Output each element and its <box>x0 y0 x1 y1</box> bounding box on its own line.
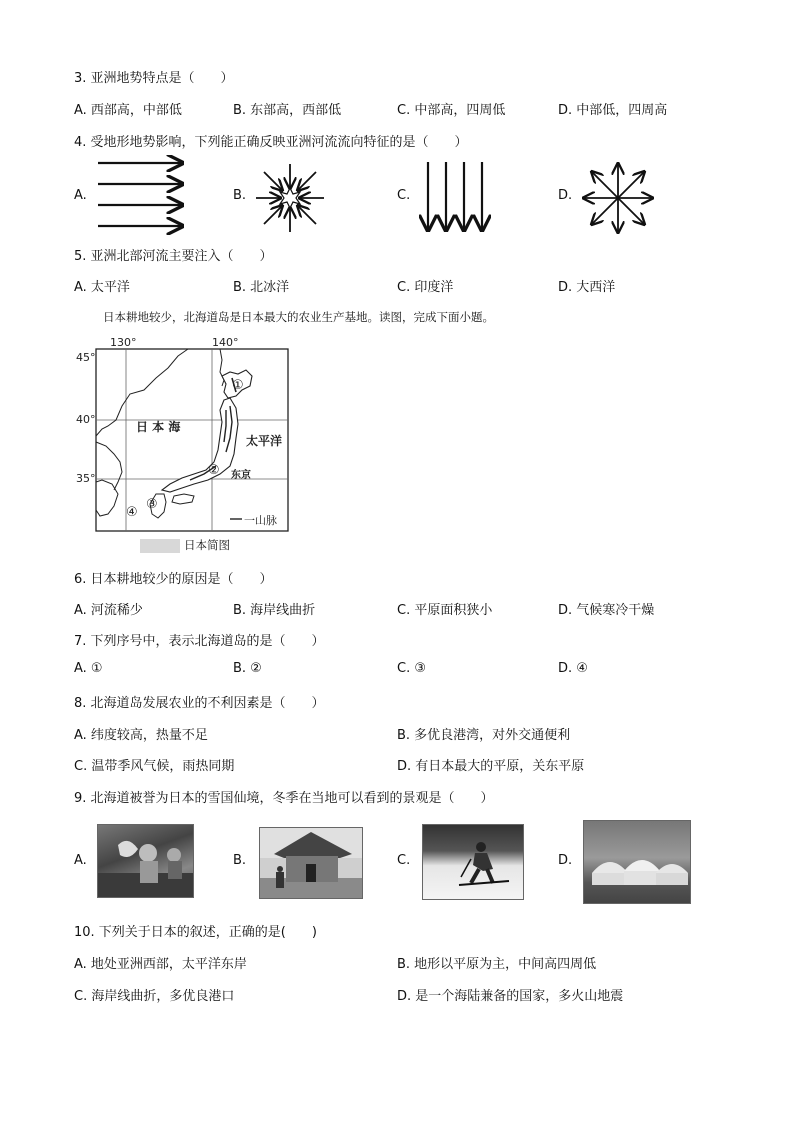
map-caption: 日本简图 <box>184 538 230 552</box>
q8-option-c[interactable]: C. 温带季风气候，雨热同期 <box>74 759 235 774</box>
photo-skier[interactable] <box>422 824 524 900</box>
lat-40-label: 40° <box>76 413 96 426</box>
q6-stem: 6. 日本耕地较少的原因是（ ） <box>74 572 273 587</box>
reading-intro: 日本耕地较少，北海道岛是日本最大的农业生产基地。读图，完成下面小题。 <box>103 310 494 324</box>
q9-label-a[interactable]: A. <box>74 853 87 868</box>
q4-label-c[interactable]: C. <box>397 188 411 203</box>
pacific-ocean-label: 太平洋 <box>246 434 283 448</box>
q7-option-b[interactable]: B. ② <box>233 661 262 676</box>
lat-45-label: 45° <box>76 351 96 364</box>
sea-of-japan-label: 日 本 海 <box>136 420 181 434</box>
q7-stem: 7. 下列序号中，表示北海道岛的是（ ） <box>74 634 325 649</box>
q3-option-d[interactable]: D. 中部低，四周高 <box>558 103 668 118</box>
q10-option-c[interactable]: C. 海岸线曲折，多优良港口 <box>74 989 235 1004</box>
q4-label-d[interactable]: D. <box>558 188 573 203</box>
q8-stem: 8. 北海道岛发展农业的不利因素是（ ） <box>74 696 325 711</box>
legend-mountain-label: 一山脉 <box>244 514 277 527</box>
q10-option-a[interactable]: A. 地处亚洲西部，太平洋东岸 <box>74 957 247 972</box>
photo-water-splash[interactable] <box>97 824 194 898</box>
q9-label-c[interactable]: C. <box>397 853 411 868</box>
q5-option-a[interactable]: A. 太平洋 <box>74 280 130 295</box>
parallel-horizontal-arrows-icon <box>96 155 188 237</box>
q4-stem: 4. 受地形地势影响，下列能正确反映亚洲河流流向特征的是（ ） <box>74 135 468 150</box>
q7-option-d[interactable]: D. ④ <box>558 661 588 676</box>
q6-option-d[interactable]: D. 气候寒冷干燥 <box>558 603 655 618</box>
caption-blur <box>140 539 180 553</box>
q8-option-b[interactable]: B. 多优良港湾，对外交通便利 <box>397 728 571 743</box>
lon-130-label: 130° <box>110 336 137 349</box>
q6-option-c[interactable]: C. 平原面积狭小 <box>397 603 493 618</box>
lat-35-label: 35° <box>76 472 96 485</box>
parallel-downward-arrows-icon <box>418 160 494 236</box>
q4-label-a[interactable]: A. <box>74 188 87 203</box>
q6-option-b[interactable]: B. 海岸线曲折 <box>233 603 316 618</box>
q7-option-c[interactable]: C. ③ <box>397 661 426 676</box>
q9-stem: 9. 北海道被誉为日本的雪国仙境，冬季在当地可以看到的景观是（ ） <box>74 791 494 806</box>
q5-option-b[interactable]: B. 北冰洋 <box>233 280 290 295</box>
q5-stem: 5. 亚洲北部河流主要注入（ ） <box>74 249 273 264</box>
q4-label-b[interactable]: B. <box>233 188 247 203</box>
marker-1: ① <box>232 378 244 393</box>
q3-option-c[interactable]: C. 中部高，四周低 <box>397 103 506 118</box>
photo-thatched-hut[interactable] <box>259 827 363 899</box>
marker-4: ④ <box>126 505 138 520</box>
marker-3: ③ <box>146 497 158 512</box>
converging-arrows-icon <box>254 162 326 234</box>
q8-option-a[interactable]: A. 纬度较高，热量不足 <box>74 728 208 743</box>
q10-option-b[interactable]: B. 地形以平原为主，中间高四周低 <box>397 957 597 972</box>
q9-label-b[interactable]: B. <box>233 853 247 868</box>
q9-label-d[interactable]: D. <box>558 853 573 868</box>
q3-option-a[interactable]: A. 西部高，中部低 <box>74 103 182 118</box>
q3-option-b[interactable]: B. 东部高，西部低 <box>233 103 342 118</box>
japan-map <box>70 334 295 556</box>
q8-option-d[interactable]: D. 有日本最大的平原，关东平原 <box>397 759 585 774</box>
q10-option-d[interactable]: D. 是一个海陆兼备的国家，多火山地震 <box>397 989 624 1004</box>
photo-yurts[interactable] <box>583 820 691 904</box>
q5-option-c[interactable]: C. 印度洋 <box>397 280 454 295</box>
q7-option-a[interactable]: A. ① <box>74 661 103 676</box>
q3-stem: 3. 亚洲地势特点是（ ） <box>74 71 234 86</box>
diverging-arrows-icon <box>580 160 656 236</box>
q10-stem: 10. 下列关于日本的叙述，正确的是( ) <box>74 925 317 940</box>
tokyo-label: 东京 <box>231 470 251 481</box>
lon-140-label: 140° <box>212 336 239 349</box>
q5-option-d[interactable]: D. 大西洋 <box>558 280 616 295</box>
q6-option-a[interactable]: A. 河流稀少 <box>74 603 143 618</box>
marker-2: ② <box>208 463 220 478</box>
